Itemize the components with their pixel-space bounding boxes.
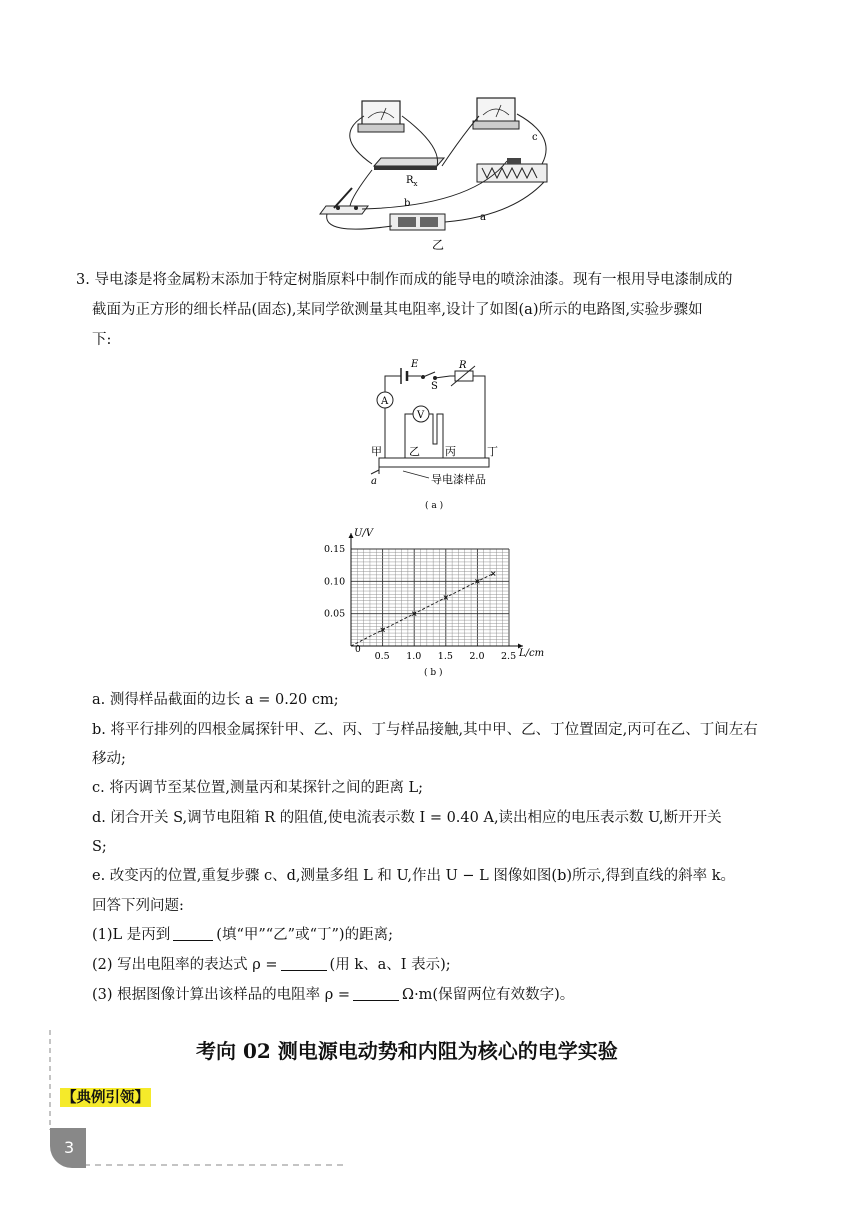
- x-tick-label: 2.0: [469, 651, 485, 662]
- step-d-line2: S;: [92, 839, 107, 855]
- answer-blank-2[interactable]: [281, 956, 327, 971]
- label-E: E: [411, 359, 419, 370]
- rx-label: $R_x$: [406, 175, 418, 188]
- step-e: e. 改变丙的位置,重复步骤 c、d,测量多组 L 和 U,作出 U − L 图像如图(b)所示,得到直线的斜率 k。: [92, 868, 736, 884]
- q3-number: 3.: [76, 272, 90, 288]
- y-tick-label: 0.05: [324, 608, 346, 620]
- answer-prompt: 回答下列问题:: [92, 898, 184, 914]
- step-a: a. 测得样品截面的边长 a = 0.20 cm;: [92, 692, 339, 708]
- y-axis-arrow: [349, 533, 354, 538]
- page-number: 3: [64, 1138, 75, 1157]
- wire-b-label: b: [404, 198, 411, 209]
- probe-ding: 丁: [487, 445, 498, 458]
- circuit-diagram-a: [355, 358, 515, 514]
- ammeter-A: A: [381, 396, 389, 407]
- origin-label: 0: [355, 645, 361, 655]
- x-tick-label: 1.5: [437, 651, 453, 662]
- x-tick-label: 1.0: [406, 651, 422, 662]
- label-a: a: [371, 476, 377, 487]
- y-tick-label: 0.10: [324, 576, 346, 588]
- step-b-line2: 移动;: [92, 751, 126, 767]
- answer-blank-3[interactable]: [353, 986, 399, 1001]
- q3-intro-line1: 3. 导电漆是将金属粉末添加于特定树脂原料中制作而成的能导电的喷涂油漆。现有一根用导电漆制成的: [76, 272, 733, 288]
- x-tick-label: 0.5: [374, 651, 390, 662]
- q3-intro-line3: 下:: [92, 332, 112, 348]
- subquestion-3: (3) 根据图像计算出该样品的电阻率 ρ = Ω·m(保留两位有效数字)。: [92, 987, 575, 1003]
- chart-grid: [351, 549, 509, 646]
- step-c: c. 将丙调节至某位置,测量丙和某探针之间的距离 L;: [92, 780, 424, 796]
- battery: [390, 214, 445, 230]
- chart-axes: [349, 533, 524, 649]
- sample-label: 导电漆样品: [431, 473, 486, 486]
- rheostat: [477, 158, 547, 182]
- wire-c-label: c: [532, 132, 538, 143]
- section-title: 考向 02 测电源电动势和内阻为核心的电学实验: [196, 1039, 618, 1063]
- probe-bing: 丙: [445, 445, 456, 458]
- step-d-line1: d. 闭合开关 S,调节电阻箱 R 的阻值,使电流表示数 I = 0.40 A,读出相应的电压表示数 U,断开开关: [92, 810, 722, 826]
- example-tag: 【典例引领】: [62, 1089, 149, 1106]
- y-axis-label: U/V: [354, 528, 374, 539]
- resistor-rx: [374, 158, 444, 170]
- subquestion-1: (1)L 是丙到 (填“甲”“乙”或“丁”)的距离;: [92, 927, 393, 943]
- figure-a-caption: ( a ): [425, 501, 444, 511]
- step-b-line1: b. 将平行排列的四根金属探针甲、乙、丙、丁与样品接触,其中甲、乙、丁位置固定,丙可在乙、丁间左右: [92, 722, 758, 738]
- right-meter: [473, 98, 519, 129]
- figure-yi-caption: 乙: [432, 238, 445, 252]
- switch: [320, 188, 368, 214]
- ul-graph-b: [310, 520, 560, 682]
- probe-yi: 乙: [409, 445, 420, 458]
- answer-blank-1[interactable]: [173, 926, 213, 941]
- probe-jia: 甲: [371, 445, 382, 458]
- subquestion-2: (2) 写出电阻率的表达式 ρ = (用 k、a、I 表示);: [92, 957, 451, 973]
- wire-a-label: a: [480, 212, 486, 223]
- x-tick-label: 2.5: [501, 651, 517, 662]
- voltmeter-V: V: [417, 410, 425, 421]
- label-S: S: [431, 381, 438, 392]
- y-tick-label: 0.15: [324, 544, 346, 555]
- x-axis-label: L/cm: [519, 648, 545, 659]
- left-meter: [358, 101, 404, 132]
- apparatus-figure: [312, 96, 562, 256]
- label-R: R: [459, 360, 467, 371]
- q3-intro-line2: 截面为正方形的细长样品(固态),某同学欲测量其电阻率,设计了如图(a)所示的电路图,实验步骤如: [92, 302, 703, 318]
- figure-b-caption: ( b ): [424, 668, 443, 678]
